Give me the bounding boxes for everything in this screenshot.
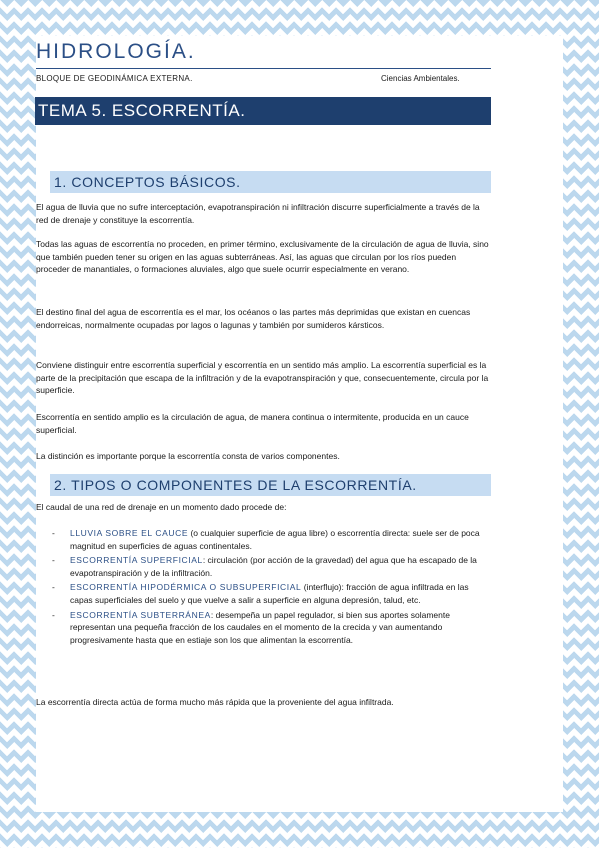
list-dash: - [52,555,55,566]
section-heading-tipos: 2. TIPOS O COMPONENTES DE LA ESCORRENTÍA. [50,474,491,496]
list-item [52,527,492,552]
list-dash: - [52,528,55,538]
course-label: Ciencias Ambientales. [381,74,460,83]
paragraph: Todas las aguas de escorrentía no proceden, en primer término, exclusivamente de la circulación de agua de lluvia, sino que también pueden tener su origen en las aguas subterráneas. Así, las aguas que circulan por los ríos pueden proceder de manantiales, o formaciones aluviales, algo que suele ocurrir especialmente en verano. [36,239,489,275]
list-item-text: : circulación (por acción de la gravedad) del agua que ha escapado de la evapotranspiración y de la infiltración. [70,555,477,578]
list-dash: - [52,582,55,593]
chapter-banner: TEMA 5. ESCORRENTÍA. [35,97,491,125]
list-item-text: (o cualquier superficie de agua libre) o escorrentía directa: suele ser de poca magnitud en superficies de aguas continentales. [70,528,480,551]
document-title: HIDROLOGÍA. [36,40,196,63]
list-item-term: ESCORRENTÍA SUPERFICIAL [70,555,203,566]
list-item-term: ESCORRENTÍA SUBTERRÁNEA [70,609,211,620]
block-label: BLOQUE DE GEODINÁMICA EXTERNA. [36,74,193,83]
list-item-text: : desempeña un papel regulador, si bien sus aportes solamente representan una pequeña fracción de los caudales en el momento de la crecida y van aumentando progresivamente hasta que en estiaje son los que alimentan la escorrentía. [70,609,450,645]
section-intro: El caudal de una red de drenaje en un momento dado procede de: [36,502,287,512]
list-item-term: LLUVIA SOBRE EL CAUCE [70,528,189,538]
title-underline [36,68,491,69]
paragraph: Escorrentía en sentido amplio es la circulación de agua, de manera continua o intermitente, producida en un cauce superficial. [36,412,469,435]
list-item [52,581,492,606]
paragraph: El agua de lluvia que no sufre interceptación, evapotranspiración ni infiltración discurre superficialmente a través de la red de drenaje y constituye la escorrentía. [36,202,480,225]
list-item [52,609,492,647]
closing-paragraph: La escorrentía directa actúa de forma mucho más rápida que la proveniente del agua infiltrada. [36,697,394,707]
list-item-term: ESCORRENTÍA HIPODÉRMICA O SUBSUPERFICIAL [70,582,302,593]
components-list [52,527,492,646]
list-item [52,554,492,579]
list-dash: - [52,609,55,620]
paragraph: El destino final del agua de escorrentía es el mar, los océanos o las partes más deprimidas que existan en cuencas endorreicas, normalmente ocupadas por lagos o lagunas y también por sumideros kársticos. [36,307,471,330]
paragraph: Conviene distinguir entre escorrentía superficial y escorrentía en un sentido más amplio. La escorrentía superficial es la parte de la precipitación que escapa de la infiltración y de la evapotranspiración y que, consecuentemente, circula por la superficie. [36,360,489,396]
section-heading-conceptos: 1. CONCEPTOS BÁSICOS. [50,171,491,193]
list-item-text: (interflujo): fracción de agua infiltrada en las capas superficiales del suelo y que vuelve a salir a superficie en alguna depresión, talud, etc. [70,582,469,605]
paragraph: La distinción es importante porque la escorrentía consta de varios componentes. [36,451,340,461]
